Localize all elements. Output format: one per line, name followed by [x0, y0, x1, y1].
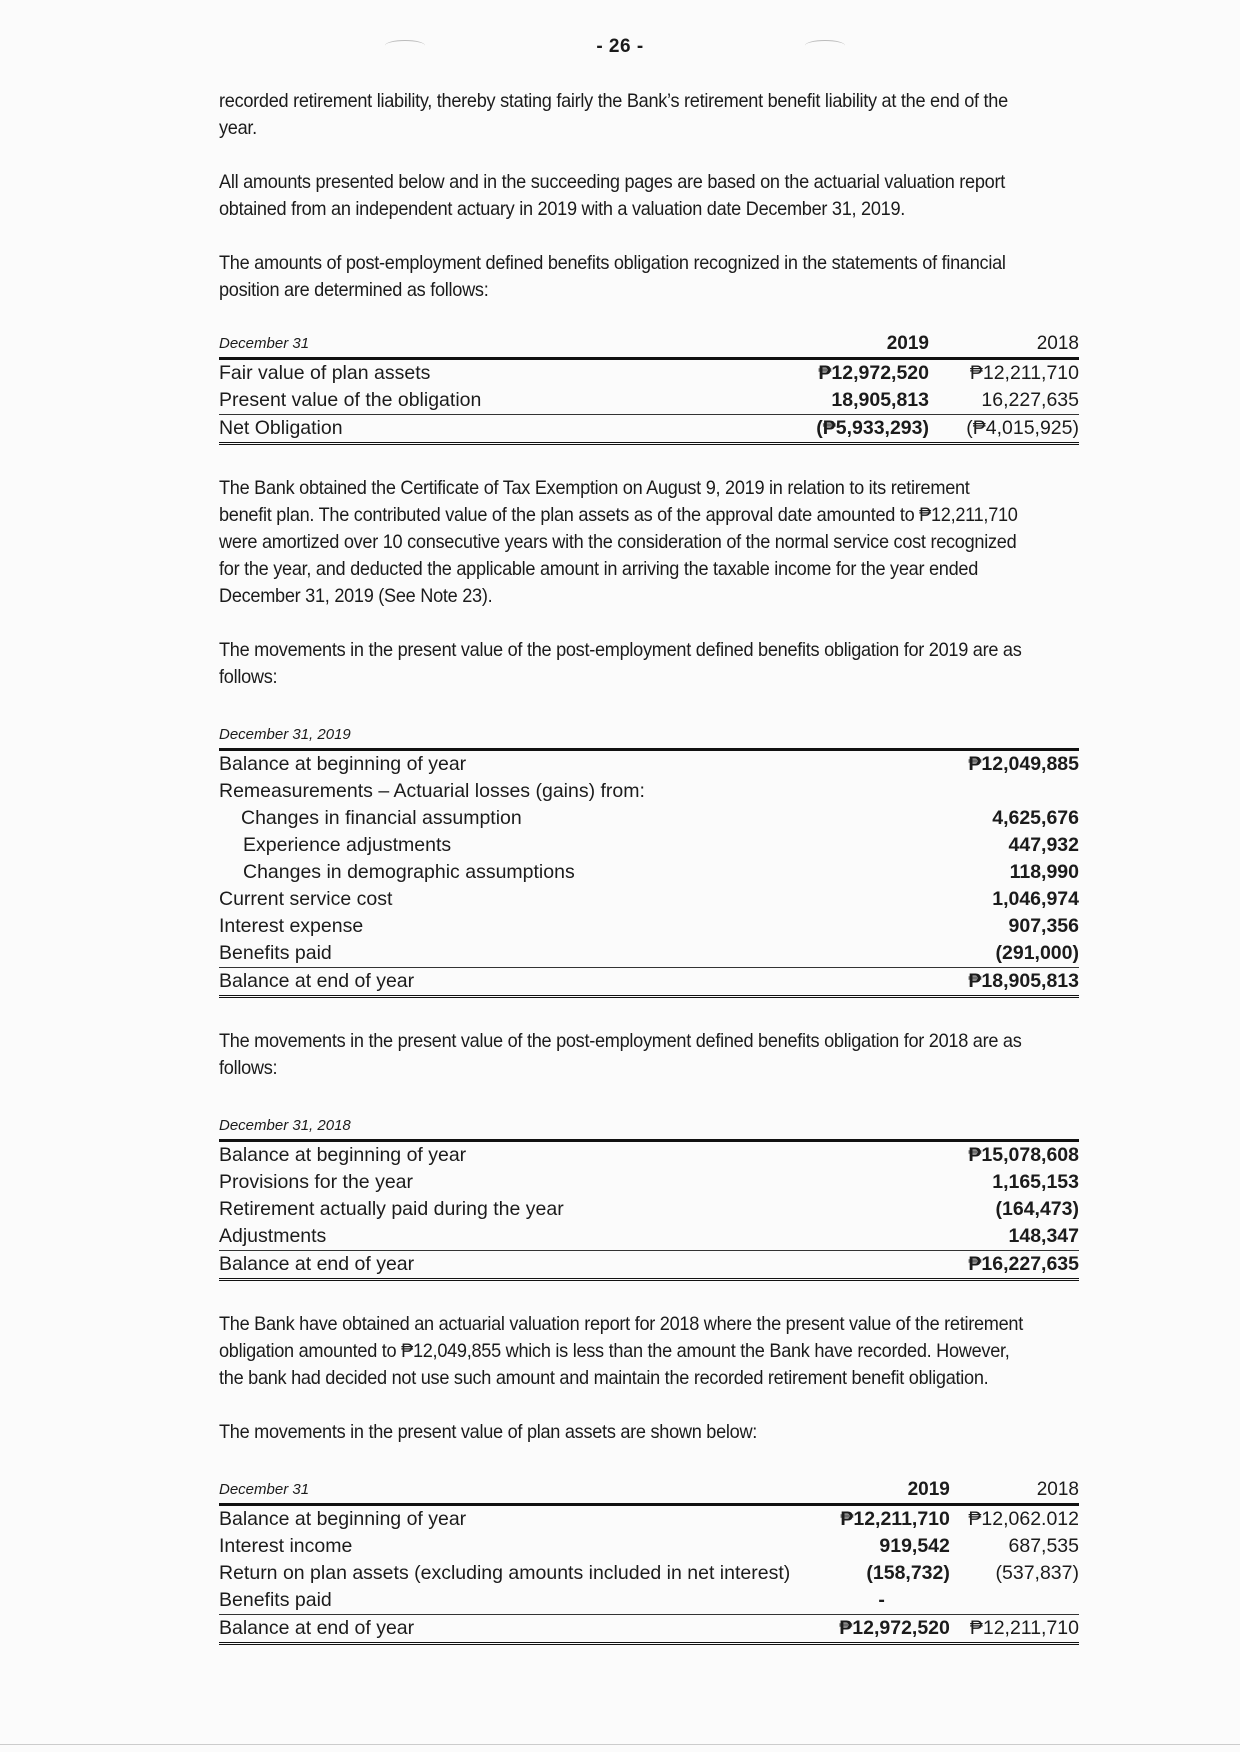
- row-label: Current service cost: [219, 888, 393, 910]
- table-header: [219, 1476, 1079, 1505]
- table-row: [219, 1587, 1079, 1615]
- row-label: Remeasurements – Actuarial losses (gains) from:: [219, 780, 645, 802]
- table-total-row: [219, 1251, 1079, 1280]
- value-2018: ₱12,211,710: [969, 362, 1079, 384]
- row-value: 907,356: [1008, 915, 1079, 937]
- row-label: Experience adjustments: [243, 834, 452, 856]
- row-value: 4,625,676: [992, 807, 1079, 829]
- row-label: Balance at beginning of year: [219, 1508, 467, 1530]
- text-line: position are determined as follows:: [219, 279, 489, 301]
- text-line: follows:: [219, 666, 278, 688]
- value-2019: 18,905,813: [831, 389, 929, 411]
- header-2018: 2018: [929, 330, 1079, 359]
- table-row: [219, 1196, 1079, 1223]
- table-row: [219, 387, 1079, 415]
- text-line: year.: [219, 117, 257, 139]
- row-label: Balance at end of year: [219, 968, 879, 997]
- row-value: 148,347: [1008, 1225, 1079, 1247]
- table-row: [219, 859, 1079, 886]
- row-value: [879, 778, 1079, 805]
- text-line: The Bank have obtained an actuarial valuation report for 2018 where the present value of the retirement: [219, 1313, 1023, 1335]
- row-label: Provisions for the year: [219, 1171, 414, 1193]
- value-2019: ₱12,972,520: [790, 1615, 950, 1644]
- value-2019: ₱12,972,520: [818, 362, 929, 384]
- value-2018: [950, 1587, 1079, 1615]
- text-line: recorded retirement liability, thereby stating fairly the Bank’s retirement benefit liability at the end of the: [219, 90, 1008, 112]
- row-label: Fair value of plan assets: [219, 362, 431, 384]
- row-value: (164,473): [995, 1198, 1079, 1220]
- header-label: December 31, 2018: [219, 1112, 1079, 1141]
- header-label: December 31: [219, 1476, 790, 1505]
- table-header: [219, 330, 1079, 359]
- table-row: [219, 886, 1079, 913]
- table-row: [219, 778, 1079, 805]
- text-line: The movements in the present value of the post-employment defined benefits obligation for 2019 are as: [219, 639, 1022, 661]
- row-label: Balance at beginning of year: [219, 1144, 467, 1166]
- dbo-2019-table: [219, 721, 1079, 998]
- row-label: Balance at end of year: [219, 1615, 790, 1644]
- paragraph-tax-exemption: [219, 475, 1079, 610]
- table-row: [219, 1533, 1079, 1560]
- value-2019: (158,732): [866, 1562, 950, 1584]
- row-value: ₱12,049,885: [968, 753, 1079, 775]
- table-total-row: [219, 415, 1079, 444]
- value-2018: 687,535: [1008, 1535, 1079, 1557]
- table-row: [219, 832, 1079, 859]
- table-row: [219, 1141, 1079, 1170]
- header-2019: 2019: [790, 1476, 950, 1505]
- header-label: December 31, 2019: [219, 721, 1079, 750]
- table-header: [219, 721, 1079, 750]
- row-value: 447,932: [1008, 834, 1079, 856]
- table-total-row: [219, 968, 1079, 997]
- paragraph-obligation-intro: [219, 250, 1079, 304]
- text-line: obtained from an independent actuary in 2019 with a valuation date December 31, 2019.: [219, 198, 906, 220]
- text-line: obligation amounted to ₱12,049,855 which is less than the amount the Bank have recorded. However,: [219, 1340, 1010, 1362]
- row-label: Benefits paid: [219, 942, 332, 964]
- table-row: [219, 1505, 1079, 1534]
- value-2018: ₱12,211,710: [950, 1615, 1079, 1644]
- paragraph-continuation: [219, 88, 1079, 142]
- table-row: [219, 359, 1079, 388]
- row-label: Changes in demographic assumptions: [243, 861, 575, 883]
- text-line: The movements in the present value of plan assets are shown below:: [219, 1421, 758, 1443]
- paragraph-dbo-2019-intro: [219, 637, 1079, 691]
- row-value: 1,165,153: [992, 1171, 1079, 1193]
- text-line: the bank had decided not use such amount and maintain the recorded retirement benefit obligation.: [219, 1367, 989, 1389]
- text-line: follows:: [219, 1057, 278, 1079]
- document-body: [219, 88, 1079, 1645]
- text-line: for the year, and deducted the applicable amount in arriving the taxable income for the year ended: [219, 558, 979, 580]
- paragraph-actuarial-basis: [219, 169, 1079, 223]
- net-obligation-table: [219, 330, 1079, 445]
- paragraph-dbo-2018-intro: [219, 1028, 1079, 1082]
- text-line: were amortized over 10 consecutive years with the consideration of the normal service cost recognized: [219, 531, 1017, 553]
- plan-assets-table: [219, 1476, 1079, 1645]
- row-label: Retirement actually paid during the year: [219, 1198, 564, 1220]
- value-2019: (₱5,933,293): [779, 415, 929, 444]
- row-value: (291,000): [995, 942, 1079, 964]
- page-number: - 26 -: [596, 36, 644, 57]
- table-header: [219, 1112, 1079, 1141]
- row-value: ₱18,905,813: [879, 968, 1079, 997]
- value-2018: ₱12,062.012: [968, 1508, 1079, 1530]
- header-2019: 2019: [779, 330, 929, 359]
- value-2019: 919,542: [879, 1535, 950, 1557]
- row-value: ₱15,078,608: [968, 1144, 1079, 1166]
- row-label: Benefits paid: [219, 1589, 332, 1611]
- row-label: Adjustments: [219, 1225, 327, 1247]
- header-2018: 2018: [950, 1476, 1079, 1505]
- table-row: [219, 1223, 1079, 1251]
- table-row: [219, 750, 1079, 779]
- table-row: [219, 913, 1079, 940]
- row-label: Present value of the obligation: [219, 389, 482, 411]
- row-label: Changes in financial assumption: [241, 807, 522, 829]
- table-row: [219, 1560, 1079, 1587]
- row-value: 118,990: [1009, 861, 1079, 883]
- text-line: December 31, 2019 (See Note 23).: [219, 585, 493, 607]
- text-line: benefit plan. The contributed value of the plan assets as of the approval date amounted to ₱12,211,710: [219, 504, 1018, 526]
- table-row: [219, 940, 1079, 968]
- row-label: Interest expense: [219, 915, 364, 937]
- value-2018: (537,837): [995, 1562, 1079, 1584]
- row-label: Balance at beginning of year: [219, 753, 467, 775]
- paragraph-2018-valuation: [219, 1311, 1079, 1392]
- table-row: [219, 1169, 1079, 1196]
- row-value: ₱16,227,635: [879, 1251, 1079, 1280]
- row-label: Interest income: [219, 1535, 353, 1557]
- table-row: [219, 805, 1079, 832]
- row-value: 1,046,974: [992, 888, 1079, 910]
- paragraph-plan-assets-intro: [219, 1419, 1079, 1446]
- header-label: December 31: [219, 330, 779, 359]
- text-line: The Bank obtained the Certificate of Tax Exemption on August 9, 2019 in relation to its retirement: [219, 477, 970, 499]
- table-total-row: [219, 1615, 1079, 1644]
- dbo-2018-table: [219, 1112, 1079, 1281]
- row-label: Balance at end of year: [219, 1251, 879, 1280]
- value-2019: ₱12,211,710: [840, 1508, 950, 1530]
- text-line: The amounts of post-employment defined benefits obligation recognized in the statements of financial: [219, 252, 1006, 274]
- value-2019: -: [878, 1589, 885, 1611]
- text-line: All amounts presented below and in the succeeding pages are based on the actuarial valuation report: [219, 171, 1005, 193]
- value-2018: (₱4,015,925): [929, 415, 1079, 444]
- row-label: Return on plan assets (excluding amounts included in net interest): [219, 1562, 791, 1584]
- text-line: The movements in the present value of the post-employment defined benefits obligation for 2018 are as: [219, 1030, 1022, 1052]
- row-label: Net Obligation: [219, 415, 779, 444]
- scan-edge-line: [0, 1744, 1240, 1745]
- value-2018: 16,227,635: [981, 389, 1079, 411]
